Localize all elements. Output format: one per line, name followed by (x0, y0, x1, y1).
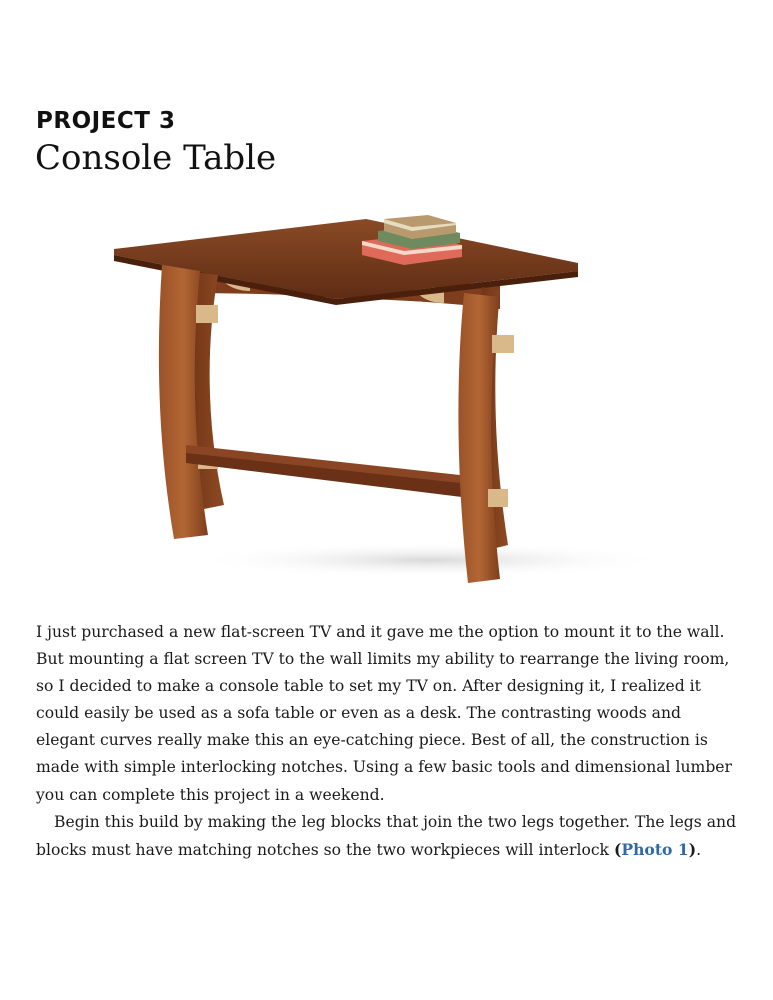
end-period: . (696, 840, 702, 859)
body-line: Begin this build by making the leg blocks that join the two legs together. The legs and (54, 812, 737, 831)
body-text (36, 619, 741, 864)
left-leg-block-top (196, 305, 218, 323)
console-table-photo (100, 205, 660, 600)
close-paren: ) (688, 839, 697, 859)
body-line-with-reference (36, 836, 741, 864)
photo-1-reference-link[interactable]: Photo 1 (621, 839, 689, 859)
body-line: elegant curves really make this an eye-catching piece. Best of all, the construction is (36, 731, 708, 750)
floor-shadow (190, 542, 660, 578)
body-line: could easily be used as a sofa table or even as a desk. The contrasting woods and (36, 704, 681, 723)
body-line: you can complete this project in a weekend. (36, 785, 385, 804)
body-line-prefix: blocks must have matching notches so the two workpieces will interlock (36, 840, 614, 859)
project-label: PROJECT 3 (36, 108, 176, 134)
body-line: But mounting a flat screen TV to the wall limits my ability to rearrange the living room, (36, 650, 730, 669)
right-leg-block-top (492, 335, 514, 353)
body-line: so I decided to make a console table to set my TV on. After designing it, I realized it (36, 677, 701, 696)
open-paren: ( (613, 839, 622, 859)
body-line: made with simple interlocking notches. Using a few basic tools and dimensional lumber (36, 758, 732, 777)
body-line: I just purchased a new flat-screen TV and it gave me the option to mount it to the wall. (36, 623, 725, 641)
right-leg-block-bottom (488, 489, 508, 507)
page-title: Console Table (35, 138, 277, 178)
